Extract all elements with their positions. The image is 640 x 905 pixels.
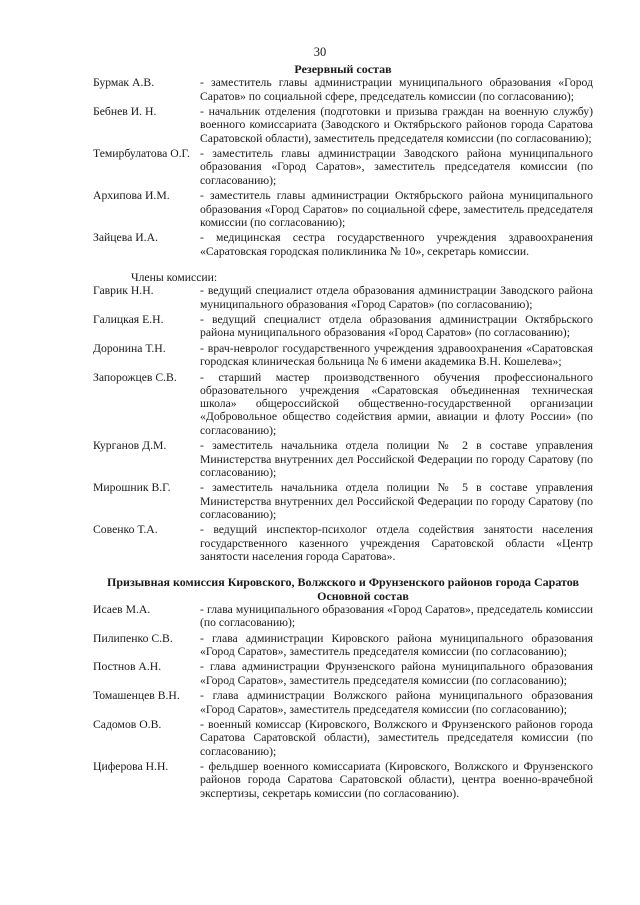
person-name: Запорожцев С.В. <box>93 370 177 384</box>
list-item <box>93 76 593 103</box>
list-item <box>93 660 593 687</box>
commission-title: Призывная комиссия Кировского, Волжского и Фрунзенского районов города Саратов <box>107 575 579 590</box>
list-item <box>93 481 593 521</box>
person-name: Исаев М.А. <box>93 602 151 616</box>
person-name: Бебнев И. Н. <box>93 105 157 119</box>
section-heading-reserve: Резервный состав <box>294 62 392 76</box>
list-item <box>93 284 593 311</box>
person-name: Бурмак А.В. <box>93 76 155 90</box>
person-role: - заместитель главы администрации муниципального образования «Город Саратов» по социальной сфере, председатель комиссии (по согласованию); <box>200 76 593 103</box>
person-name: Томашенцев В.Н. <box>93 689 180 703</box>
section-heading-main: Основной состав <box>317 588 409 603</box>
person-name: Гаврик Н.Н. <box>93 284 154 298</box>
person-role: - ведущий специалист отдела образования администрации Заводского района муниципального образования «Город Саратов» (по согласованию); <box>200 284 593 311</box>
list-item <box>93 313 593 340</box>
person-role: - военный комиссар (Кировского, Волжского и Фрунзенского районов города Саратова Саратовской области), заместитель председателя комиссии (по согласованию); <box>200 717 593 758</box>
page-number: 30 <box>313 45 327 59</box>
person-name: Циферова Н.Н. <box>93 760 169 774</box>
document-content <box>93 63 593 802</box>
person-name: Пилипенко С.В. <box>93 631 173 645</box>
person-role: - старший мастер производственного обучения профессионального образовательного учреждения «Саратовская объединенная техническая школа» общероссийской общественно-государственной организации «Добровольное общество содействия армии, авиации и флоту России» (по согласованию); <box>200 370 593 437</box>
list-item <box>93 189 593 229</box>
person-role: - фельдшер военного комиссариата (Кировского, Волжского и Фрунзенского районов города Саратова Саратовской области), центра военно-врачебной экспертизы, секретарь комиссии (по согласованию). <box>200 760 593 800</box>
list-item <box>93 439 593 479</box>
list-item <box>93 231 593 258</box>
members-label: Члены комиссии: <box>131 270 218 284</box>
person-name: Галицкая Е.Н. <box>93 312 164 326</box>
person-role: - врач-невролог государственного учреждения здравоохранения «Саратовская городская клиническая больница № 6 имени академика В.Н. Кошелева»; <box>200 341 593 369</box>
person-name: Архипова И.М. <box>93 189 170 203</box>
person-role: - медицинская сестра государственного учреждения здравоохранения «Саратовская городская поликлиника № 10», секретарь комиссии. <box>200 231 593 258</box>
person-role: - глава администрации Кировского района муниципального образования «Город Саратов», заместитель председателя комиссии (по согласованию); <box>200 631 593 658</box>
list-item <box>93 342 593 369</box>
person-name: Темирбулатова О.Г. <box>93 147 190 161</box>
list-item <box>93 603 593 630</box>
list-item <box>93 371 593 437</box>
person-role: - ведущий инспектор-психолог отдела содействия занятости населения государственного казенного учреждения Саратовской области «Центр занятости населения города Саратова». <box>200 523 593 563</box>
person-role: - заместитель главы администрации Октябрьского района муниципального образования «Город Саратов» по социальной сфере, заместитель председателя комиссии (по согласованию); <box>200 189 593 229</box>
list-item <box>93 689 593 716</box>
list-item <box>93 523 593 563</box>
person-name: Совенко Т.А. <box>93 523 158 537</box>
person-role: - заместитель начальника отдела полиции № 2 в составе управления Министерства внутренних дел Российской Федерации по городу Саратову (по согласованию); <box>200 439 593 479</box>
person-role: - глава муниципального образования «Город Саратов», председатель комиссии (по согласованию); <box>200 602 593 630</box>
person-name: Садомов О.В. <box>93 717 162 731</box>
person-name: Мирошник В.Г. <box>93 481 171 495</box>
person-name: Курганов Д.М. <box>93 439 167 453</box>
person-name: Доронина Т.Н. <box>93 341 166 355</box>
list-item <box>93 105 593 145</box>
person-role: - заместитель главы администрации Заводского района муниципального образования «Город Саратов», заместитель председателя комиссии (по согласованию); <box>200 147 593 187</box>
list-item <box>93 147 593 187</box>
list-item <box>93 632 593 659</box>
person-role: - заместитель начальника отдела полиции № 5 в составе управления Министерства внутренних дел Российской Федерации по городу Саратову (по согласованию); <box>200 481 593 521</box>
list-item <box>93 718 593 758</box>
person-name: Постнов А.Н. <box>93 660 162 674</box>
person-role: - ведущий специалист отдела образования администрации Октябрьского района муниципального образования «Город Саратов» (по согласованию); <box>200 312 593 340</box>
person-role: - начальник отделения (подготовки и призыва граждан на военную службу) военного комиссариата (Заводского и Октябрьского районов города Саратова Саратовской области), заместитель председателя комиссии (по согласованию); <box>200 105 593 145</box>
person-role: - глава администрации Волжского района муниципального образования «Город Саратов», заместитель председателя комиссии (по согласованию); <box>200 689 593 716</box>
person-name: Зайцева И.А. <box>93 231 158 245</box>
person-role: - глава администрации Фрунзенского района муниципального образования «Город Саратов», заместитель председателя комиссии (по согласованию); <box>200 660 593 687</box>
list-item <box>93 760 593 800</box>
